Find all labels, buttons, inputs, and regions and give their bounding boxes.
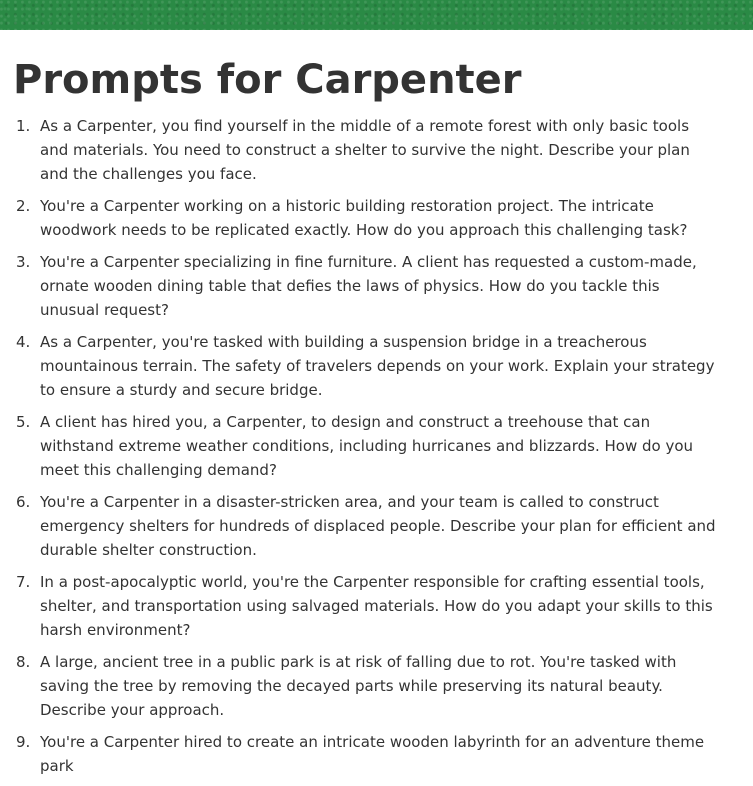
list-item: [0, 730, 753, 778]
prompt-list: [0, 114, 753, 786]
list-item-number: 8.: [16, 653, 31, 671]
list-item: [0, 250, 753, 322]
list-item-number: 7.: [16, 573, 31, 591]
list-item-number: 9.: [16, 733, 31, 751]
list-item-number: 6.: [16, 493, 31, 511]
list-item: [0, 194, 753, 242]
list-item-number: 1.: [16, 117, 31, 135]
page-title: Prompts for Carpenter: [13, 57, 522, 103]
list-item: [0, 410, 753, 482]
list-item: [0, 490, 753, 562]
list-item-number: 5.: [16, 413, 31, 431]
list-item-text: You're a Carpenter specializing in fine furniture. A client has requested a custom-made, ornate wooden dining table that defies the laws of physics. How do you tackle this unusual request?: [40, 253, 697, 319]
list-item-text: You're a Carpenter in a disaster-stricken area, and your team is called to construct emergency shelters for hundreds of displaced people. Describe your plan for efficient and durable shelter construction.: [40, 493, 716, 559]
list-item-text: A large, ancient tree in a public park is at risk of falling due to rot. You're tasked with saving the tree by removing the decayed parts while preserving its natural beauty. Describe your approach.: [40, 653, 677, 719]
list-item-text: As a Carpenter, you find yourself in the middle of a remote forest with only basic tools and materials. You need to construct a shelter to survive the night. Describe your plan and the challenges you face.: [40, 117, 690, 183]
list-item: [0, 330, 753, 402]
list-item-text: A client has hired you, a Carpenter, to design and construct a treehouse that can withstand extreme weather conditions, including hurricanes and blizzards. How do you meet this challenging demand?: [40, 413, 694, 479]
list-item: [0, 650, 753, 722]
list-item-number: 4.: [16, 333, 31, 351]
list-item-text: You're a Carpenter working on a historic building restoration project. The intricate woodwork needs to be replicated exactly. How do you approach this challenging task?: [40, 197, 688, 239]
list-item: [0, 570, 753, 642]
list-item-number: 2.: [16, 197, 31, 215]
list-item: [0, 114, 753, 186]
list-item-text: You're a Carpenter hired to create an intricate wooden labyrinth for an adventure theme park: [40, 733, 705, 775]
list-item-number: 3.: [16, 253, 31, 271]
list-item-text: In a post-apocalyptic world, you're the Carpenter responsible for crafting essential tools, shelter, and transportation using salvaged materials. How do you adapt your skills to this harsh environment?: [40, 573, 713, 639]
list-item-text: As a Carpenter, you're tasked with building a suspension bridge in a treacherous mountainous terrain. The safety of travelers depends on your work. Explain your strategy to ensure a sturdy and secure bridge.: [40, 333, 715, 399]
top-banner: [0, 0, 753, 30]
